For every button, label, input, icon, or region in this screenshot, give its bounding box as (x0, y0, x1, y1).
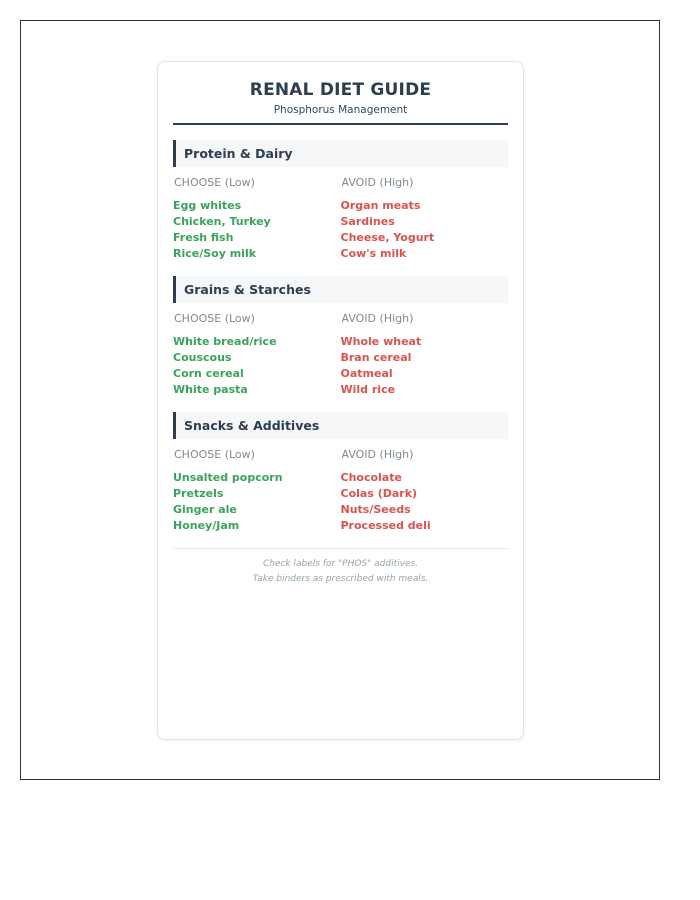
choose-column (173, 447, 341, 534)
choose-item: Rice/Soy milk (173, 247, 257, 260)
choose-item: White pasta (173, 383, 248, 396)
avoid-column (341, 311, 509, 398)
avoid-item: Whole wheat (340, 335, 422, 348)
avoid-item: Cow's milk (340, 247, 407, 260)
avoid-item: Wild rice (340, 383, 396, 396)
avoid-item: Oatmeal (340, 367, 393, 380)
choose-item: Egg whites (173, 199, 242, 212)
avoid-item: Bran cereal (340, 351, 412, 364)
avoid-item: Sardines (340, 215, 395, 228)
footer-divider (173, 548, 508, 549)
choose-label: CHOOSE (Low) (174, 312, 255, 325)
avoid-item: Colas (Dark) (340, 487, 418, 500)
footer-line: Check labels for "PHOS" additives. (262, 559, 419, 569)
choose-column (173, 175, 341, 262)
avoid-column (341, 175, 509, 262)
choose-item: Pretzels (173, 487, 224, 500)
choose-label: CHOOSE (Low) (174, 448, 255, 461)
choose-item: Ginger ale (173, 503, 237, 516)
choose-label: CHOOSE (Low) (174, 176, 255, 189)
footer-line: Take binders as prescribed with meals. (252, 574, 429, 584)
section-protein-dairy (173, 140, 508, 262)
section-snacks-additives (173, 412, 508, 534)
choose-item: White bread/rice (173, 335, 277, 348)
choose-item: Fresh fish (173, 231, 234, 244)
avoid-label: AVOID (High) (341, 312, 414, 325)
avoid-label: AVOID (High) (341, 448, 414, 461)
footer-note (173, 557, 508, 587)
choose-column (173, 311, 341, 398)
avoid-item: Processed deli (340, 519, 431, 532)
diet-guide-card (157, 61, 524, 740)
avoid-item: Nuts/Seeds (340, 503, 411, 516)
section-title: Snacks & Additives (173, 412, 508, 439)
page-title: RENAL DIET GUIDE (249, 80, 432, 100)
avoid-label: AVOID (High) (341, 176, 414, 189)
choose-item: Honey/Jam (173, 519, 240, 532)
header-divider (173, 123, 508, 125)
choose-item: Corn cereal (173, 367, 244, 380)
avoid-item: Organ meats (340, 199, 421, 212)
section-title: Grains & Starches (173, 276, 508, 303)
page-subtitle: Phosphorus Management (273, 104, 408, 116)
choose-item: Chicken, Turkey (173, 215, 271, 228)
choose-item: Unsalted popcorn (173, 471, 283, 484)
section-title: Protein & Dairy (173, 140, 508, 167)
choose-item: Couscous (173, 351, 232, 364)
avoid-item: Chocolate (340, 471, 402, 484)
section-grains-starches (173, 276, 508, 398)
avoid-item: Cheese, Yogurt (340, 231, 435, 244)
avoid-column (341, 447, 509, 534)
